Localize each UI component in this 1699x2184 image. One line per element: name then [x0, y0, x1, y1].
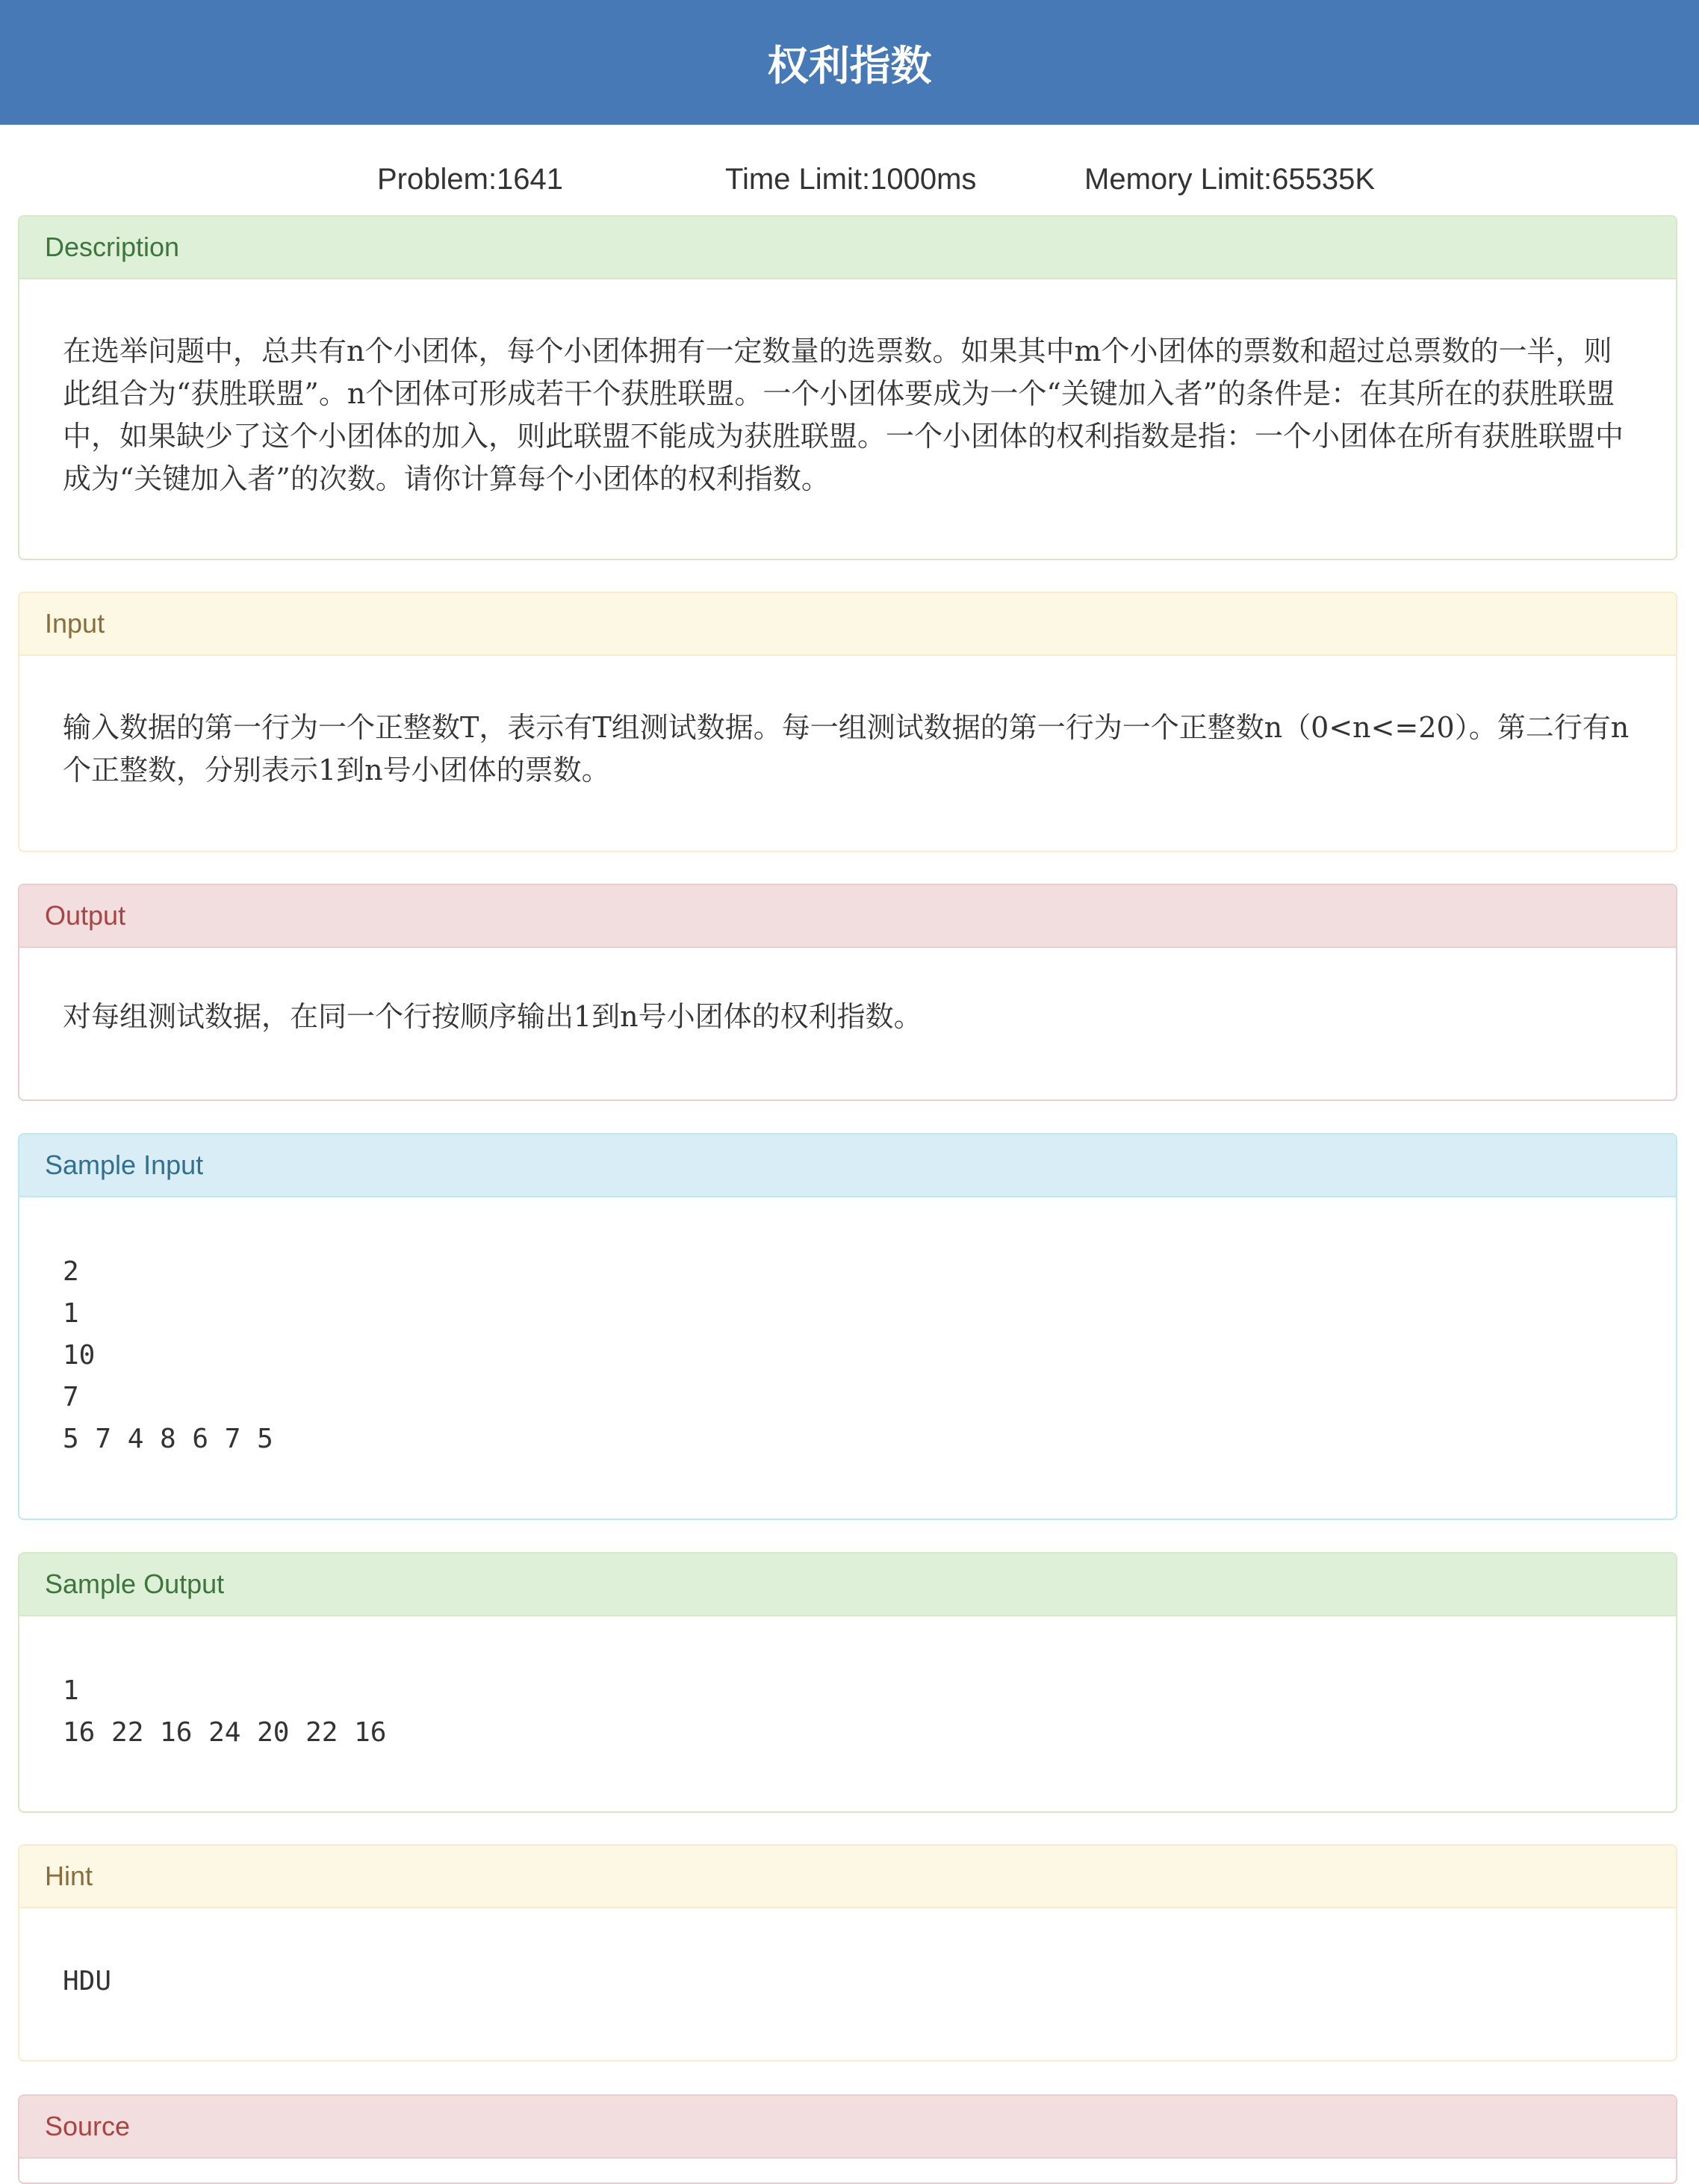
description-panel [18, 215, 1677, 560]
sample-input-panel [18, 1133, 1677, 1520]
page-header [0, 0, 1699, 125]
input-panel [18, 592, 1677, 852]
source-heading: Source [19, 2096, 1676, 2159]
sample-output-panel [18, 1552, 1677, 1813]
description-text: 在选举问题中，总共有n个小团体，每个小团体拥有一定数量的选票数。如果其中m个小团体的票数和超过总票数的一半，则此组合为“获胜联盟”。n个团体可形成若干个获胜联盟。一个小团体要成为一个“关键加入者”的条件是：在其所在的获胜联盟中，如果缺少了这个小团体的加入，则此联盟不能成为获胜联盟。一个小团体的权利指数是指：一个小团体在所有获胜联盟中成为“关键加入者”的次数。请你计算每个小团体的权利指数。 [63, 335, 1624, 495]
sample-output-code[interactable]: 1 16 22 16 24 20 22 16 [63, 1675, 387, 1748]
output-heading: Output [19, 885, 1676, 948]
sample-input-body [19, 1197, 1676, 1460]
problem-title: 权利指数 [767, 42, 932, 90]
output-body [19, 948, 1676, 1038]
memory-limit: Memory Limit:65535K [1084, 163, 1376, 196]
source-panel [18, 2094, 1677, 2184]
output-panel [18, 884, 1677, 1101]
hint-heading: Hint [19, 1846, 1676, 1908]
sample-input-code[interactable]: 2 1 10 7 5 7 4 8 6 7 5 [63, 1256, 273, 1454]
description-body [19, 279, 1676, 500]
input-text: 输入数据的第一行为一个正整数T，表示有T组测试数据。每一组测试数据的第一行为一个正整数n（0<n<=20）。第二行有n个正整数，分别表示1到n号小团体的票数。 [63, 711, 1630, 787]
hint-body [19, 1908, 1676, 2002]
input-heading: Input [19, 593, 1676, 656]
sample-output-heading: Sample Output [19, 1554, 1676, 1616]
hint-panel [18, 1844, 1677, 2062]
sample-output-body [19, 1616, 1676, 1754]
time-limit: Time Limit:1000ms [725, 163, 977, 196]
problem-id: Problem:1641 [377, 163, 564, 196]
input-body [19, 656, 1676, 792]
description-heading: Description [19, 217, 1676, 279]
problem-limits [0, 163, 1699, 202]
hint-text: HDU [63, 1966, 112, 1997]
output-text: 对每组测试数据，在同一个行按顺序输出1到n号小团体的权利指数。 [63, 1000, 922, 1033]
sample-input-heading: Sample Input [19, 1135, 1676, 1197]
